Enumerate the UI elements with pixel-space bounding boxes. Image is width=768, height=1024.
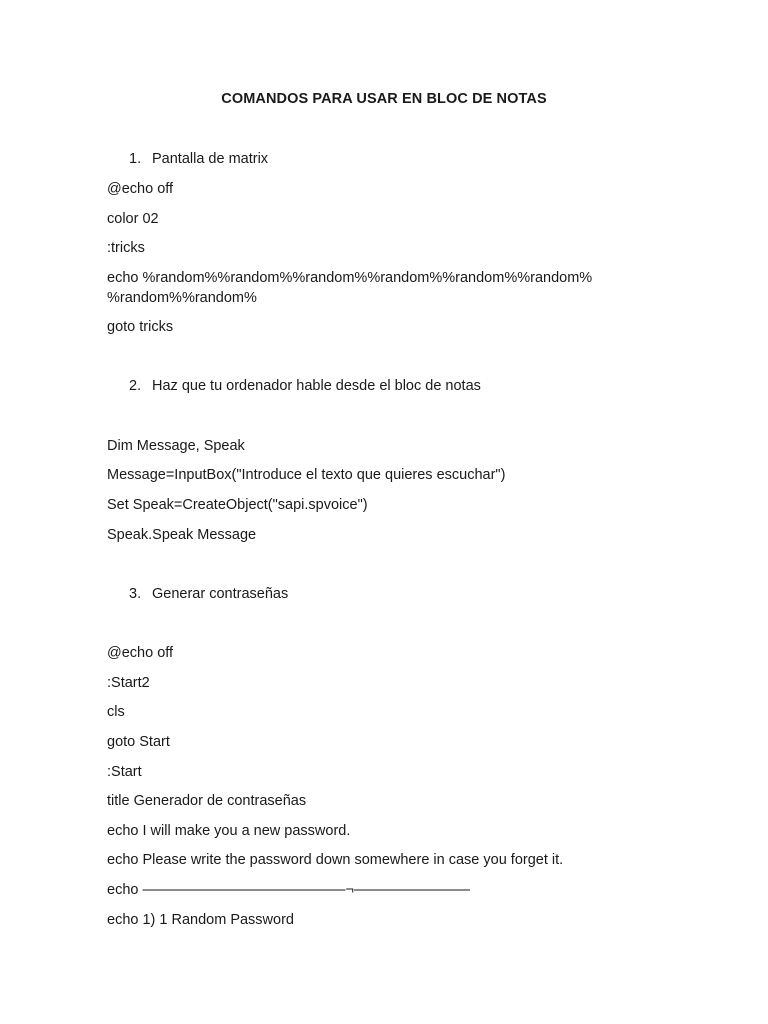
code-line: color 02 xyxy=(107,211,159,227)
code-line: @echo off xyxy=(107,645,174,661)
code-line: :tricks xyxy=(107,240,145,256)
code-line: echo Please write the password down somewhere in case you forget it. xyxy=(107,852,564,868)
section-3-heading-text: Generar contraseñas xyxy=(152,586,289,602)
section-3-number: 3. xyxy=(129,586,142,602)
code-line: goto Start xyxy=(107,734,170,750)
code-line: Speak.Speak Message xyxy=(107,527,257,543)
code-line: echo ——————————————¬———————— xyxy=(107,882,470,898)
section-2-heading-text: Haz que tu ordenador hable desde el bloc de notas xyxy=(152,378,481,394)
code-line: :Start xyxy=(107,764,142,780)
code-line: @echo off xyxy=(107,181,174,197)
code-line: echo 1) 1 Random Password xyxy=(107,912,294,928)
code-line: Set Speak=CreateObject("sapi.spvoice") xyxy=(107,497,368,513)
section-3-heading xyxy=(129,584,288,604)
code-line: Message=InputBox("Introduce el texto que quieres escuchar") xyxy=(107,467,506,483)
code-line: :Start2 xyxy=(107,675,150,691)
code-line: %random%%random% xyxy=(107,290,257,306)
code-line: cls xyxy=(107,704,125,720)
code-line: echo %random%%random%%random%%random%%random%%random% xyxy=(107,270,593,286)
code-line: echo I will make you a new password. xyxy=(107,823,351,839)
code-line: Dim Message, Speak xyxy=(107,438,245,454)
section-2-number: 2. xyxy=(129,378,142,394)
section-1-heading xyxy=(129,149,268,169)
section-1-number: 1. xyxy=(129,151,142,167)
code-line: title Generador de contraseñas xyxy=(107,793,307,809)
section-1-heading-text: Pantalla de matrix xyxy=(152,151,269,167)
section-2-heading xyxy=(129,376,481,396)
code-line: goto tricks xyxy=(107,319,174,335)
document-title: COMANDOS PARA USAR EN BLOC DE NOTAS xyxy=(221,91,547,107)
